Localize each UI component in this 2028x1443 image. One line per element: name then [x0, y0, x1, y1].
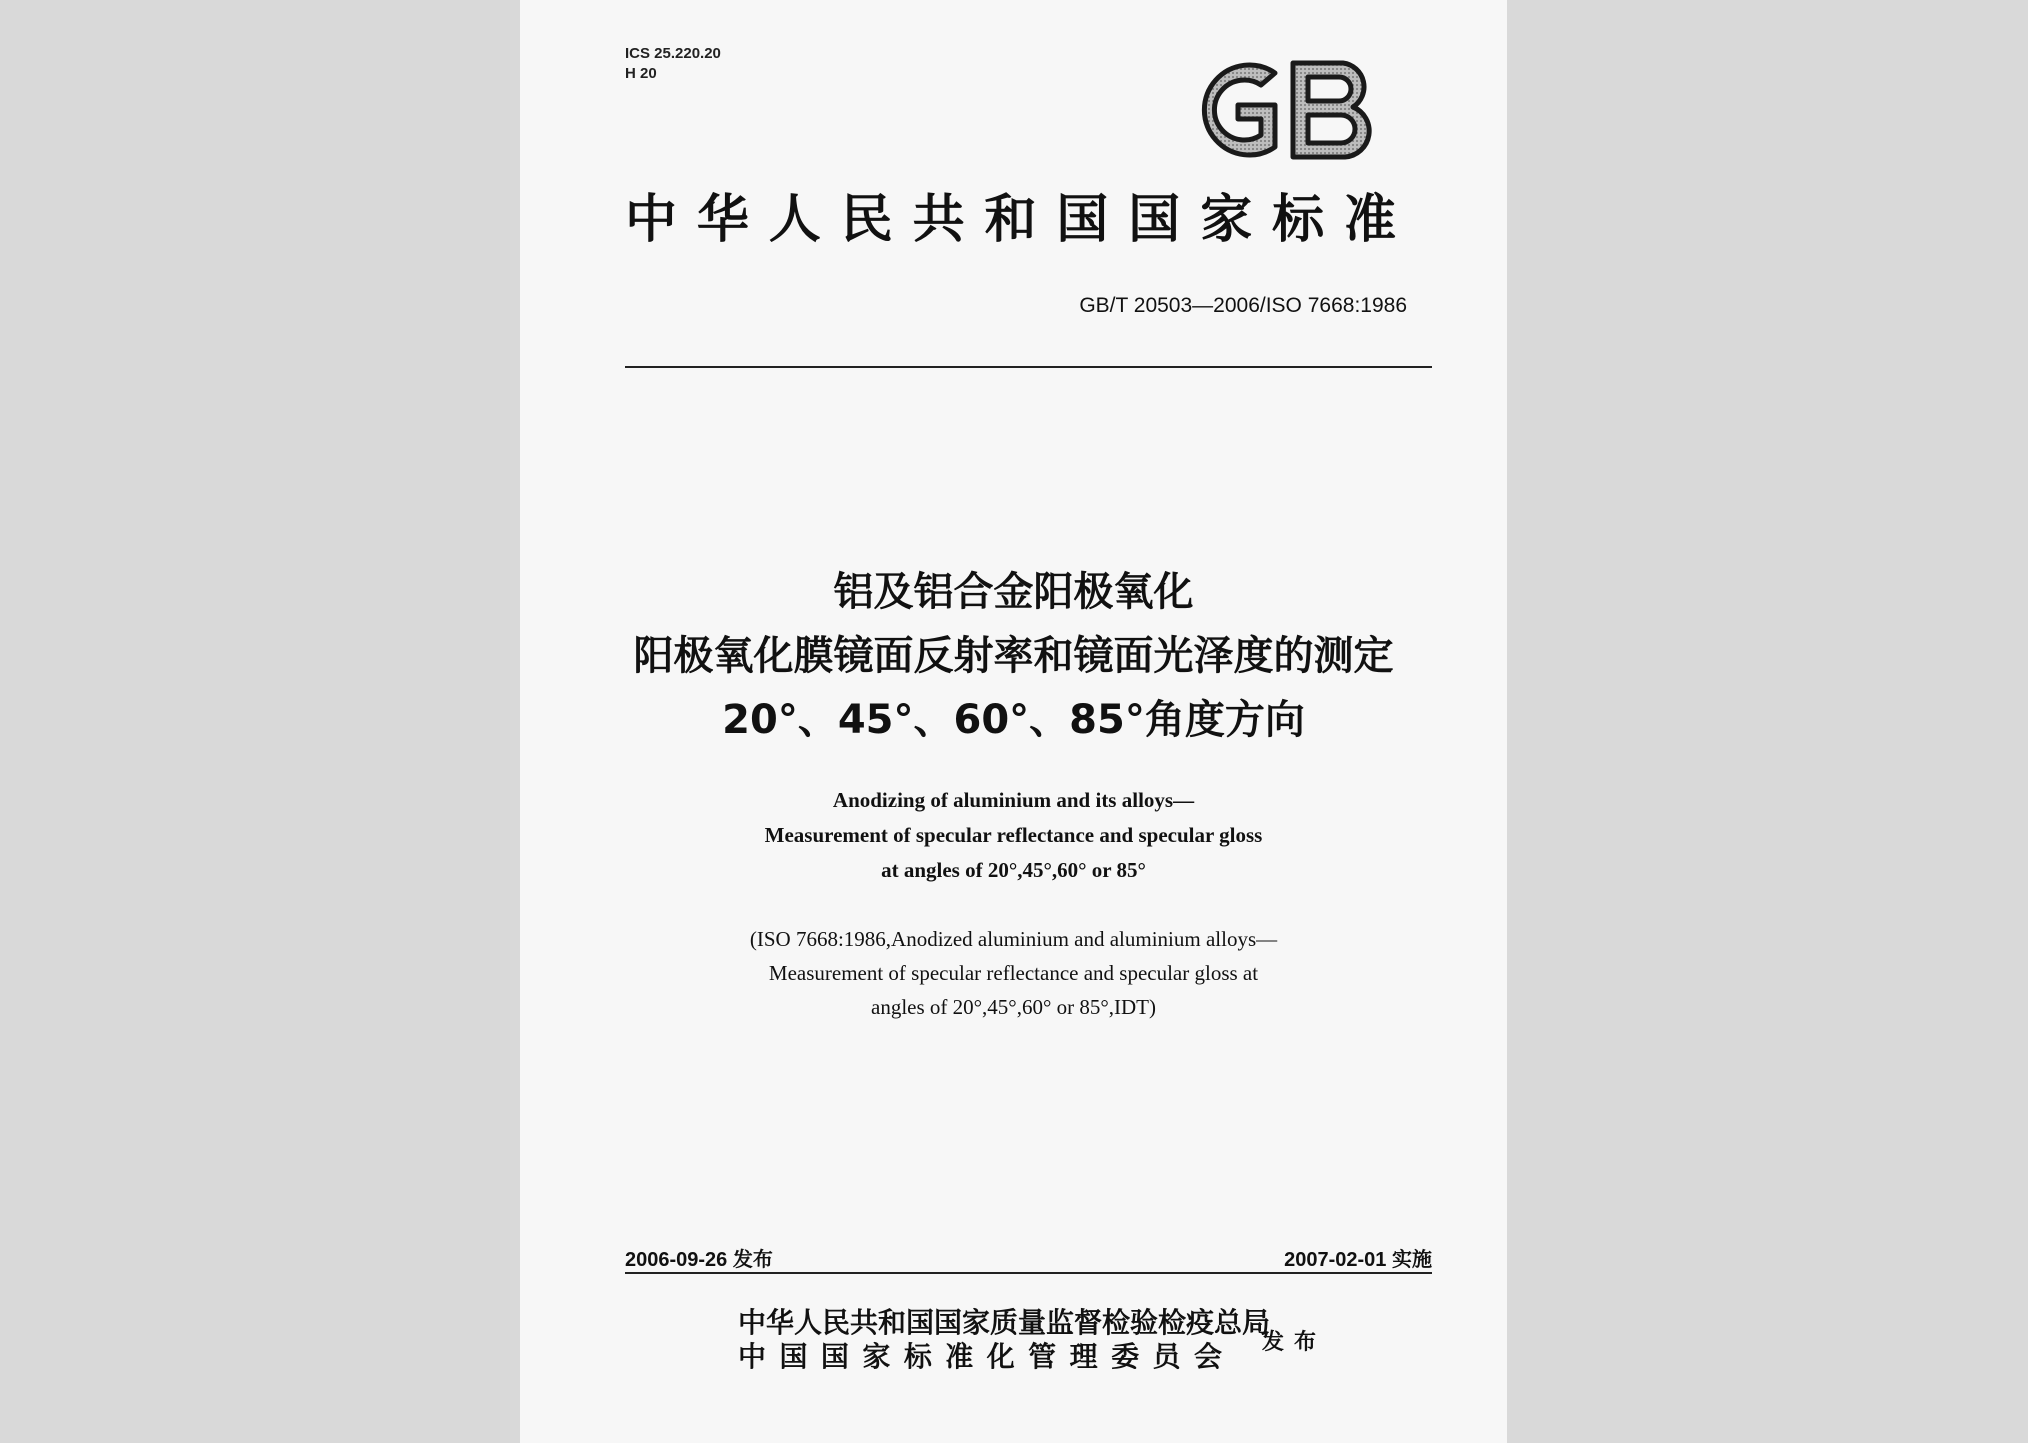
- national-standard-title: 中华人民共和国国家标准: [625, 189, 1400, 250]
- chinese-title-line-2: 阳极氧化膜镜面反射率和镜面光泽度的测定: [633, 633, 1394, 679]
- implementation-date: 2007-02-01 实施: [1284, 1249, 1432, 1271]
- issuer-line-1: 中华人民共和国国家质量监督检验检疫总局: [738, 1306, 1271, 1339]
- english-title-line-3: at angles of 20°,45°,60° or 85°: [881, 858, 1146, 882]
- iso-reference-line-3: angles of 20°,45°,60° or 85°,IDT): [871, 995, 1156, 1019]
- gb-logo: [1183, 55, 1383, 165]
- chinese-title-line-1: 铝及铝合金阳极氧化: [833, 569, 1194, 615]
- english-title-line-2: Measurement of specular reflectance and specular gloss: [764, 823, 1263, 847]
- issue-date: 2006-09-26 发布: [625, 1249, 773, 1271]
- iso-reference-line-1: (ISO 7668:1986,Anodized aluminium and aluminium alloys—: [749, 927, 1278, 951]
- header-divider: [625, 366, 1432, 368]
- english-title-line-1: Anodizing of aluminium and its alloys—: [832, 788, 1195, 812]
- classification-codes: [625, 44, 721, 84]
- ics-code: ICS 25.220.20: [625, 45, 721, 62]
- chinese-title-line-3: 20°、45°、60°、85°角度方向: [722, 697, 1305, 743]
- issuer-line-2: 中国国家标准化管理委员会: [738, 1340, 1222, 1373]
- standard-number: GB/T 20503—2006/ISO 7668:1986: [1079, 294, 1407, 317]
- footer-divider: [625, 1272, 1432, 1274]
- document-page: [520, 0, 1507, 1443]
- publish-label: 发布: [1262, 1329, 1327, 1355]
- iso-reference-line-2: Measurement of specular reflectance and specular gloss at: [768, 961, 1259, 985]
- ccs-code: H 20: [625, 65, 657, 82]
